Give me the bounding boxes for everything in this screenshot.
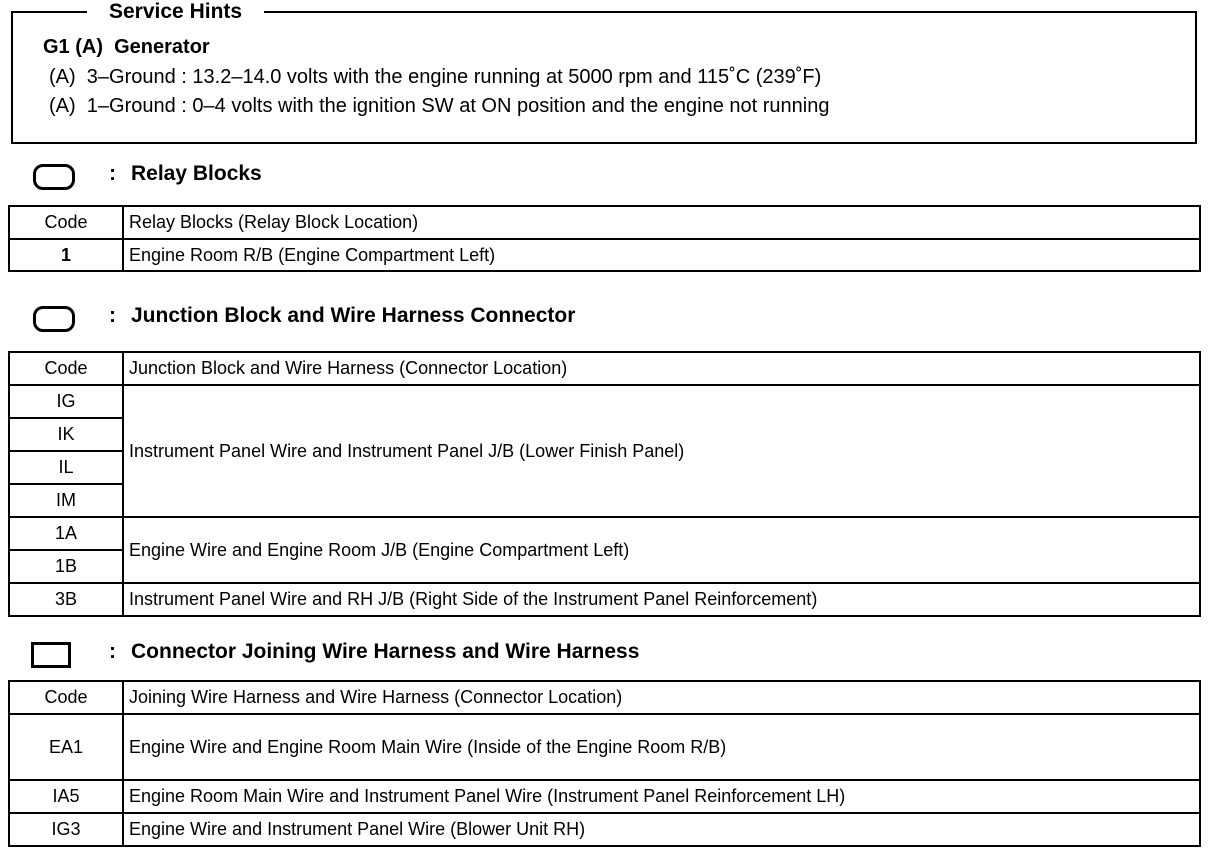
code-column-header: Code	[9, 206, 123, 239]
location-cell: Engine Room Main Wire and Instrument Panel Wire (Instrument Panel Reinforcement LH)	[123, 780, 1200, 813]
code-cell: 1	[9, 239, 123, 271]
table-row	[9, 239, 1200, 271]
location-column-header: Joining Wire Harness and Wire Harness (Connector Location)	[123, 681, 1200, 714]
location-cell: Engine Wire and Engine Room J/B (Engine Compartment Left)	[123, 517, 1200, 583]
relay-blocks-table	[8, 205, 1201, 272]
code-cell: IG3	[9, 813, 123, 846]
section-colon: :	[109, 162, 116, 185]
table-row	[9, 583, 1200, 616]
code-column-header: Code	[9, 681, 123, 714]
table-header-row	[9, 681, 1200, 714]
location-cell: Engine Wire and Engine Room Main Wire (Inside of the Engine Room R/B)	[123, 714, 1200, 780]
service-hint-line: (A) 3–Ground : 13.2–14.0 volts with the engine running at 5000 rpm and 115˚C (239˚F)	[49, 66, 822, 88]
location-column-header: Relay Blocks (Relay Block Location)	[123, 206, 1200, 239]
table-row	[9, 714, 1200, 780]
code-cell: 3B	[9, 583, 123, 616]
location-column-header: Junction Block and Wire Harness (Connector Location)	[123, 352, 1200, 385]
section-colon: :	[109, 304, 116, 327]
location-cell: Instrument Panel Wire and RH J/B (Right Side of the Instrument Panel Reinforcement)	[123, 583, 1200, 616]
section-title: Relay Blocks	[131, 162, 262, 185]
square-icon	[31, 642, 71, 668]
service-hint-line: (A) 1–Ground : 0–4 volts with the ignition SW at ON position and the engine not running	[49, 95, 830, 117]
code-cell: 1B	[9, 550, 123, 583]
code-column-header: Code	[9, 352, 123, 385]
service-hints-legend: Service Hints	[87, 0, 264, 24]
location-cell: Engine Room R/B (Engine Compartment Left)	[123, 239, 1200, 271]
code-cell: IG	[9, 385, 123, 418]
rounded-rectangle-icon	[33, 164, 75, 190]
table-row	[9, 813, 1200, 846]
connector-table	[8, 680, 1201, 847]
rounded-rectangle-icon	[33, 306, 75, 332]
junction-block-table	[8, 351, 1201, 617]
location-cell: Engine Wire and Instrument Panel Wire (Blower Unit RH)	[123, 813, 1200, 846]
code-cell: EA1	[9, 714, 123, 780]
service-hints-heading: G1 (A) Generator	[43, 36, 210, 58]
section-colon: :	[109, 640, 116, 663]
code-cell: IA5	[9, 780, 123, 813]
table-row	[9, 385, 1200, 418]
code-cell: IM	[9, 484, 123, 517]
table-header-row	[9, 352, 1200, 385]
table-row	[9, 780, 1200, 813]
table-row	[9, 517, 1200, 550]
section-title: Connector Joining Wire Harness and Wire Harness	[131, 640, 640, 663]
code-cell: 1A	[9, 517, 123, 550]
code-cell: IL	[9, 451, 123, 484]
section-title: Junction Block and Wire Harness Connector	[131, 304, 576, 327]
code-cell: IK	[9, 418, 123, 451]
table-header-row	[9, 206, 1200, 239]
service-hints-box	[11, 0, 1197, 144]
location-cell: Instrument Panel Wire and Instrument Panel J/B (Lower Finish Panel)	[123, 385, 1200, 517]
